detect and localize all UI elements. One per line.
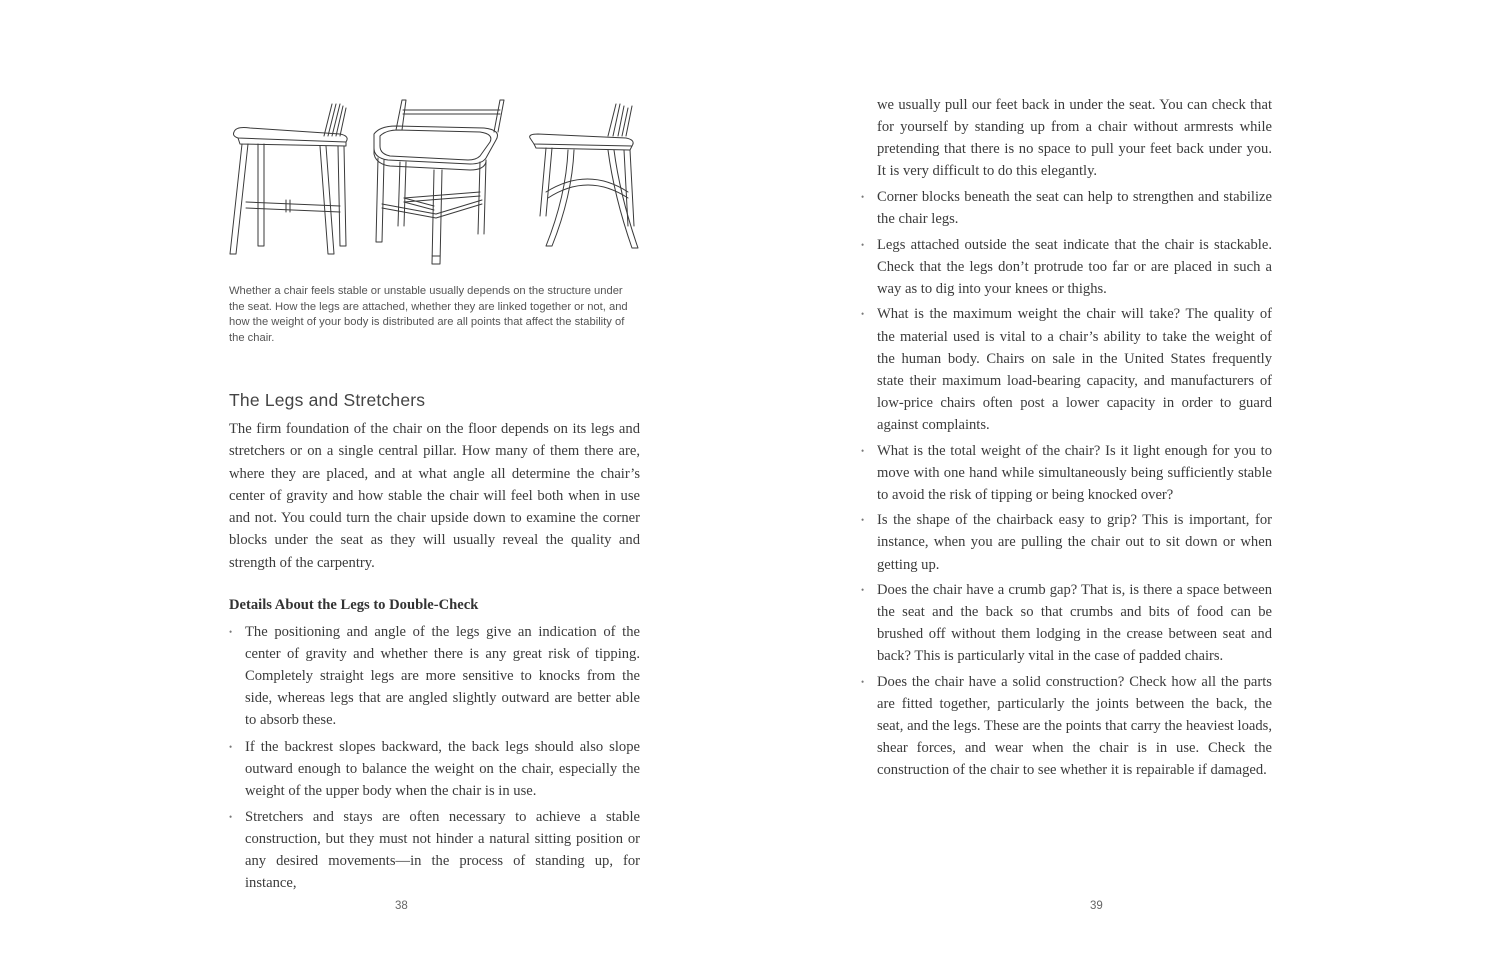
bullet-icon: • [861,445,865,456]
bullet-icon: • [861,515,865,526]
bullet-icon: • [229,741,233,752]
list-item: • Is the shape of the chairback easy to grip? This is important, for instance, when you are pulling the chair out to sit down or when getting up. [861,509,1272,575]
illustration-caption: Whether a chair feels stable or unstable usually depends on the structure under the seat. How the legs are attached, whether they are linked together or not, and how the weight of your body is distributed are all points that affect the stability of the chair. [229,285,628,344]
list-item: • Stretchers and stays are often necessary to achieve a stable construction, but they must not hinder a natural sitting position or any desired movements—in the process of standing up, for instance, [229,806,640,894]
three-chairs-illustration [228,96,644,272]
chair-bentwood-view-icon [530,104,638,248]
bullet-icon: • [861,239,865,250]
body-paragraph: The firm foundation of the chair on the floor depends on its legs and stretchers or on a single central pillar. How many of them there are, where they are placed, and at what angle all determine the chair’s center of gravity and how stable the chair will feel both when in use and not. You could turn the chair upside down to examine the corner blocks under the seat as they will usually reveal the quality and strength of the carpentry. [229,421,640,571]
bullet-list-right [861,186,1272,785]
bullet-icon: • [861,309,865,320]
subheading: Details About the Legs to Double-Check [229,597,479,613]
list-item: • Does the chair have a solid construction? Check how all the parts are fitted together, particularly the joints between the back, the seat, and the legs. These are the points that carry the heaviest loads, shear forces, and wear when the chair is in use. Check the construction of the chair to see whether it is repairable if damaged. [861,671,1272,781]
page-number-left: 38 [395,900,408,912]
bullet-icon: • [229,627,233,637]
list-item: • If the backrest slopes backward, the back legs should also slope outward enough to balance the weight on the chair, especially the weight of the upper body when the chair is in use. [229,736,640,802]
list-item: • The positioning and angle of the legs give an indication of the center of gravity and whether there is any great risk of tipping. Completely straight legs are more sensitive to knocks from the side, whereas legs that are angled slightly outward are better able to absorb these. [229,621,640,731]
section-title: The Legs and Stretchers [229,390,426,410]
bullet-icon: • [229,812,233,823]
page-number-right: 39 [1090,900,1103,912]
bullet-icon: • [861,192,865,202]
list-item: • Corner blocks beneath the seat can help to strengthen and stabilize the chair legs. [861,186,1272,230]
list-item: • What is the total weight of the chair? Is it light enough for you to move with one hand while simultaneously being sufficiently stable to avoid the risk of tipping or being knocked over? [861,440,1272,506]
bullet-icon: • [861,585,865,596]
continued-paragraph: we usually pull our feet back in under the seat. You can check that for yourself by standing up from a chair without armrests while pretending that there is no space to pull your feet back under you. It is very difficult to do this elegantly. [877,97,1272,180]
bullet-icon: • [861,676,865,687]
bullet-list-left [229,621,640,899]
chair-side-view-icon [230,104,347,254]
list-item: • What is the maximum weight the chair will take? The quality of the material used is vital to a chair’s ability to take the weight of the human body. Chairs on sale in the United States frequently state their maximum load-bearing capacity, and manufacturers of low-price chairs often post a lower capacity in order to guard against complaints. [861,303,1272,436]
list-item: • Legs attached outside the seat indicate that the chair is stackable. Check that the legs don’t protrude too far or are placed in such a way as to dig into your knees or thighs. [861,234,1272,300]
list-item: • Does the chair have a crumb gap? That is, is there a space between the seat and the back so that crumbs and bits of food can be brushed off without them lodging in the crease between seat and back? This is particularly vital in the case of padded chairs. [861,579,1272,667]
chair-front-view-icon [374,100,504,264]
